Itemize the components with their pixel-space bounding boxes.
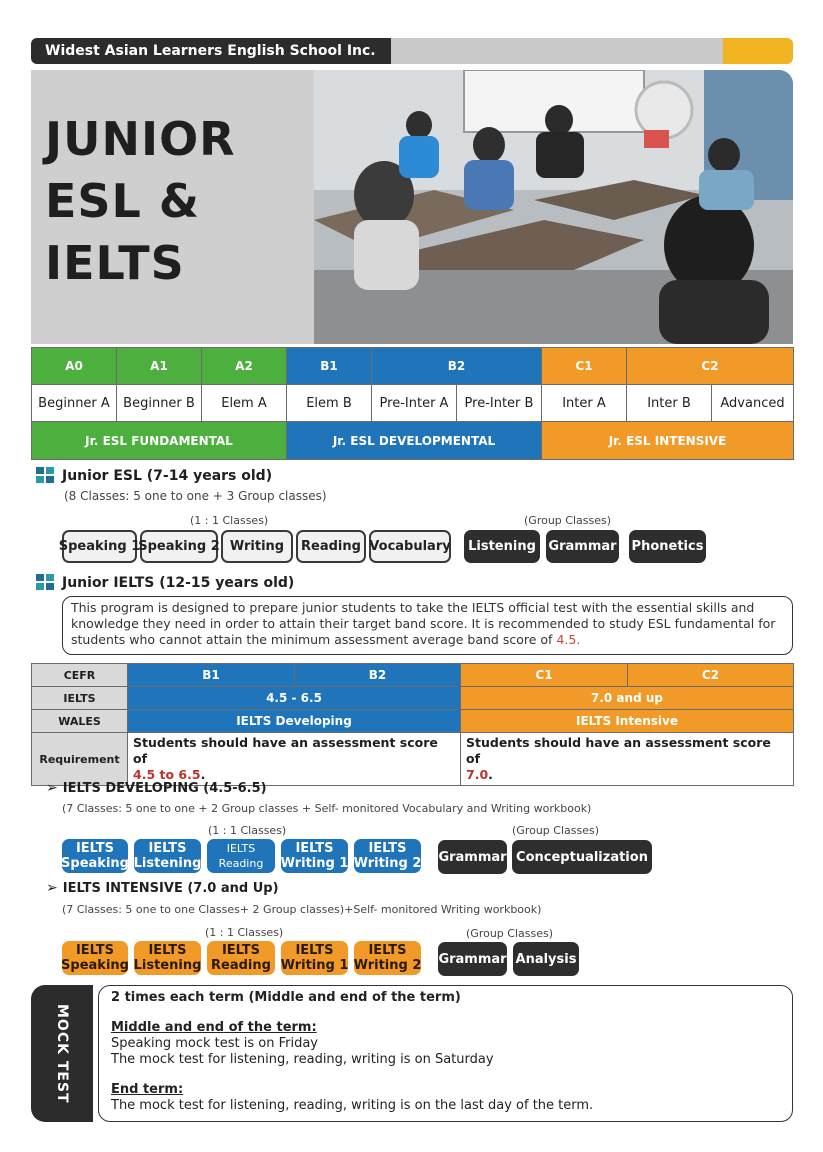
dev-class-speaking: IELTS Speaking bbox=[61, 841, 129, 871]
requirement-intensive bbox=[461, 733, 794, 786]
cefr-b2: B2 bbox=[295, 664, 461, 687]
int-class-listening: IELTS Listening bbox=[133, 943, 202, 973]
page-title bbox=[45, 108, 236, 294]
level-name-row bbox=[32, 385, 794, 422]
dev-class-listening: IELTS Listening bbox=[133, 841, 202, 871]
junior-esl-subtitle: (8 Classes: 5 one to one + 3 Group classes) bbox=[64, 489, 327, 503]
wales-intensive: IELTS Intensive bbox=[461, 710, 794, 733]
ielts-range-intensive: 7.0 and up bbox=[461, 687, 794, 710]
title-line-1: JUNIOR bbox=[45, 112, 236, 166]
row-label: CEFR bbox=[32, 664, 128, 687]
level-code: B2 bbox=[372, 348, 542, 385]
level-code: C1 bbox=[542, 348, 627, 385]
classroom-photo bbox=[314, 70, 793, 344]
mock-middle-line-1: Speaking mock test is on Friday bbox=[111, 1036, 318, 1051]
class-speaking-2: Speaking 2 bbox=[140, 530, 218, 563]
level-code: B1 bbox=[287, 348, 372, 385]
level-name: Pre-Inter B bbox=[457, 385, 542, 422]
int-class-grammar: Grammar bbox=[438, 942, 507, 976]
ielts-intensive-subtitle: (7 Classes: 5 one to one Classes+ 2 Group classes)+Self- monitored Writing workbook) bbox=[62, 903, 542, 916]
cefr-table bbox=[31, 663, 794, 786]
level-code-row bbox=[32, 348, 794, 385]
int-class-writing-2: IELTS Writing 2 bbox=[353, 943, 422, 973]
requirement-text: Students should have an assessment score of bbox=[466, 735, 771, 766]
junior-esl-heading bbox=[36, 467, 272, 485]
band-intensive: Jr. ESL INTENSIVE bbox=[542, 422, 794, 460]
class-phonetics: Phonetics bbox=[629, 530, 706, 563]
row-label: Requirement bbox=[32, 733, 128, 786]
title-line-3: IELTS bbox=[45, 236, 185, 290]
ielts-developing-subtitle: (7 Classes: 5 one to one + 2 Group classes + Self- monitored Vocabulary and Writing workbook) bbox=[62, 802, 592, 815]
level-name: Beginner A bbox=[32, 385, 117, 422]
cefr-c2: C2 bbox=[628, 664, 794, 687]
level-name: Elem A bbox=[202, 385, 287, 422]
mock-middle-line-2: The mock test for listening, reading, writing is on Saturday bbox=[111, 1052, 494, 1067]
description-text: This program is designed to prepare junior students to take the IELTS official test with the essential skills and knowledge they need in order to attain their target band score. It is recommended to study ESL fundamental for students who cannot attain the minimum assessment average band score of bbox=[71, 600, 776, 647]
group-label: (Group Classes) bbox=[466, 927, 554, 940]
group-label: (Group Classes) bbox=[512, 824, 600, 837]
one-to-one-label: (1 : 1 Classes) bbox=[205, 926, 284, 939]
ielts-developing-heading bbox=[46, 780, 267, 796]
mock-test-box bbox=[98, 985, 793, 1122]
dev-class-writing-1: IELTS Writing 1 bbox=[280, 841, 349, 871]
cefr-b1: B1 bbox=[128, 664, 295, 687]
wales-developing: IELTS Developing bbox=[128, 710, 461, 733]
junior-ielts-description bbox=[62, 596, 793, 655]
cefr-c1: C1 bbox=[461, 664, 628, 687]
level-band-row bbox=[32, 422, 794, 460]
classroom-photo-illustration bbox=[314, 70, 793, 344]
ielts-developing-title: IELTS DEVELOPING (4.5-6.5) bbox=[62, 780, 267, 796]
mock-frequency: 2 times each term (Middle and end of the term) bbox=[111, 990, 461, 1005]
grid-icon bbox=[36, 467, 56, 485]
title-line-2: ESL & bbox=[45, 174, 200, 228]
band-developmental: Jr. ESL DEVELOPMENTAL bbox=[287, 422, 542, 460]
mock-middle-heading: Middle and end of the term: bbox=[111, 1020, 317, 1035]
band-fundamental: Jr. ESL FUNDAMENTAL bbox=[32, 422, 287, 460]
level-name: Pre-Inter A bbox=[372, 385, 457, 422]
wales-row bbox=[32, 710, 794, 733]
level-code: A0 bbox=[32, 348, 117, 385]
arrow-right-icon: ➢ bbox=[46, 880, 58, 896]
min-score: 4.5. bbox=[556, 632, 581, 647]
class-reading: Reading bbox=[296, 530, 366, 563]
class-listening: Listening bbox=[464, 530, 540, 563]
cefr-row bbox=[32, 664, 794, 687]
header-bar bbox=[31, 38, 793, 64]
level-name: Advanced bbox=[712, 385, 794, 422]
level-code: C2 bbox=[627, 348, 794, 385]
hero bbox=[31, 70, 793, 344]
level-table bbox=[31, 347, 794, 460]
ielts-intensive-heading bbox=[46, 880, 279, 896]
dev-class-reading: IELTS Reading bbox=[207, 839, 275, 873]
junior-ielts-heading bbox=[36, 574, 294, 592]
ielts-intensive-title: IELTS INTENSIVE (7.0 and Up) bbox=[62, 880, 279, 896]
row-label: WALES bbox=[32, 710, 128, 733]
one-to-one-label: (1 : 1 Classes) bbox=[190, 514, 269, 527]
requirement-score: 4.5 to 6.5 bbox=[133, 767, 201, 782]
class-writing: Writing bbox=[221, 530, 293, 563]
school-name: Widest Asian Learners English School Inc. bbox=[31, 38, 391, 64]
header-yellow-accent bbox=[723, 38, 793, 64]
requirement-text: Students should have an assessment score of bbox=[133, 735, 438, 766]
class-vocabulary: Vocabulary bbox=[369, 530, 451, 563]
requirement-period: . bbox=[200, 767, 206, 782]
level-name: Beginner B bbox=[117, 385, 202, 422]
arrow-right-icon: ➢ bbox=[46, 780, 58, 796]
grid-icon bbox=[36, 574, 56, 592]
group-label: (Group Classes) bbox=[524, 514, 612, 527]
level-name: Elem B bbox=[287, 385, 372, 422]
level-name: Inter A bbox=[542, 385, 627, 422]
row-label: IELTS bbox=[32, 687, 128, 710]
requirement-row bbox=[32, 733, 794, 786]
mock-test-tab bbox=[31, 985, 93, 1122]
hero-title-panel bbox=[31, 70, 314, 344]
level-name: Inter B bbox=[627, 385, 712, 422]
class-grammar: Grammar bbox=[546, 530, 619, 563]
mock-end-line-1: The mock test for listening, reading, writing is on the last day of the term. bbox=[111, 1098, 594, 1113]
ielts-row bbox=[32, 687, 794, 710]
level-code: A2 bbox=[202, 348, 287, 385]
junior-esl-title: Junior ESL (7-14 years old) bbox=[62, 468, 273, 484]
mock-end-heading: End term: bbox=[111, 1082, 184, 1097]
int-class-reading: IELTS Reading bbox=[207, 941, 275, 975]
int-class-speaking: IELTS Speaking bbox=[61, 943, 129, 973]
level-code: A1 bbox=[117, 348, 202, 385]
dev-class-grammar: Grammar bbox=[438, 840, 507, 874]
header-grey-band bbox=[388, 38, 752, 64]
ielts-range-developing: 4.5 - 6.5 bbox=[128, 687, 461, 710]
class-speaking-1: Speaking 1 bbox=[62, 530, 137, 563]
junior-ielts-title: Junior IELTS (12-15 years old) bbox=[62, 575, 295, 591]
requirement-developing bbox=[128, 733, 461, 786]
one-to-one-label: (1 : 1 Classes) bbox=[208, 824, 287, 837]
int-class-analysis: Analysis bbox=[513, 942, 579, 976]
requirement-period: . bbox=[488, 767, 493, 782]
dev-class-conceptualization: Conceptualization bbox=[512, 840, 652, 874]
requirement-score: 7.0 bbox=[466, 767, 489, 782]
mock-test-label: MOCK TEST bbox=[54, 1003, 70, 1104]
int-class-writing-1: IELTS Writing 1 bbox=[280, 943, 349, 973]
dev-class-writing-2: IELTS Writing 2 bbox=[353, 841, 422, 871]
